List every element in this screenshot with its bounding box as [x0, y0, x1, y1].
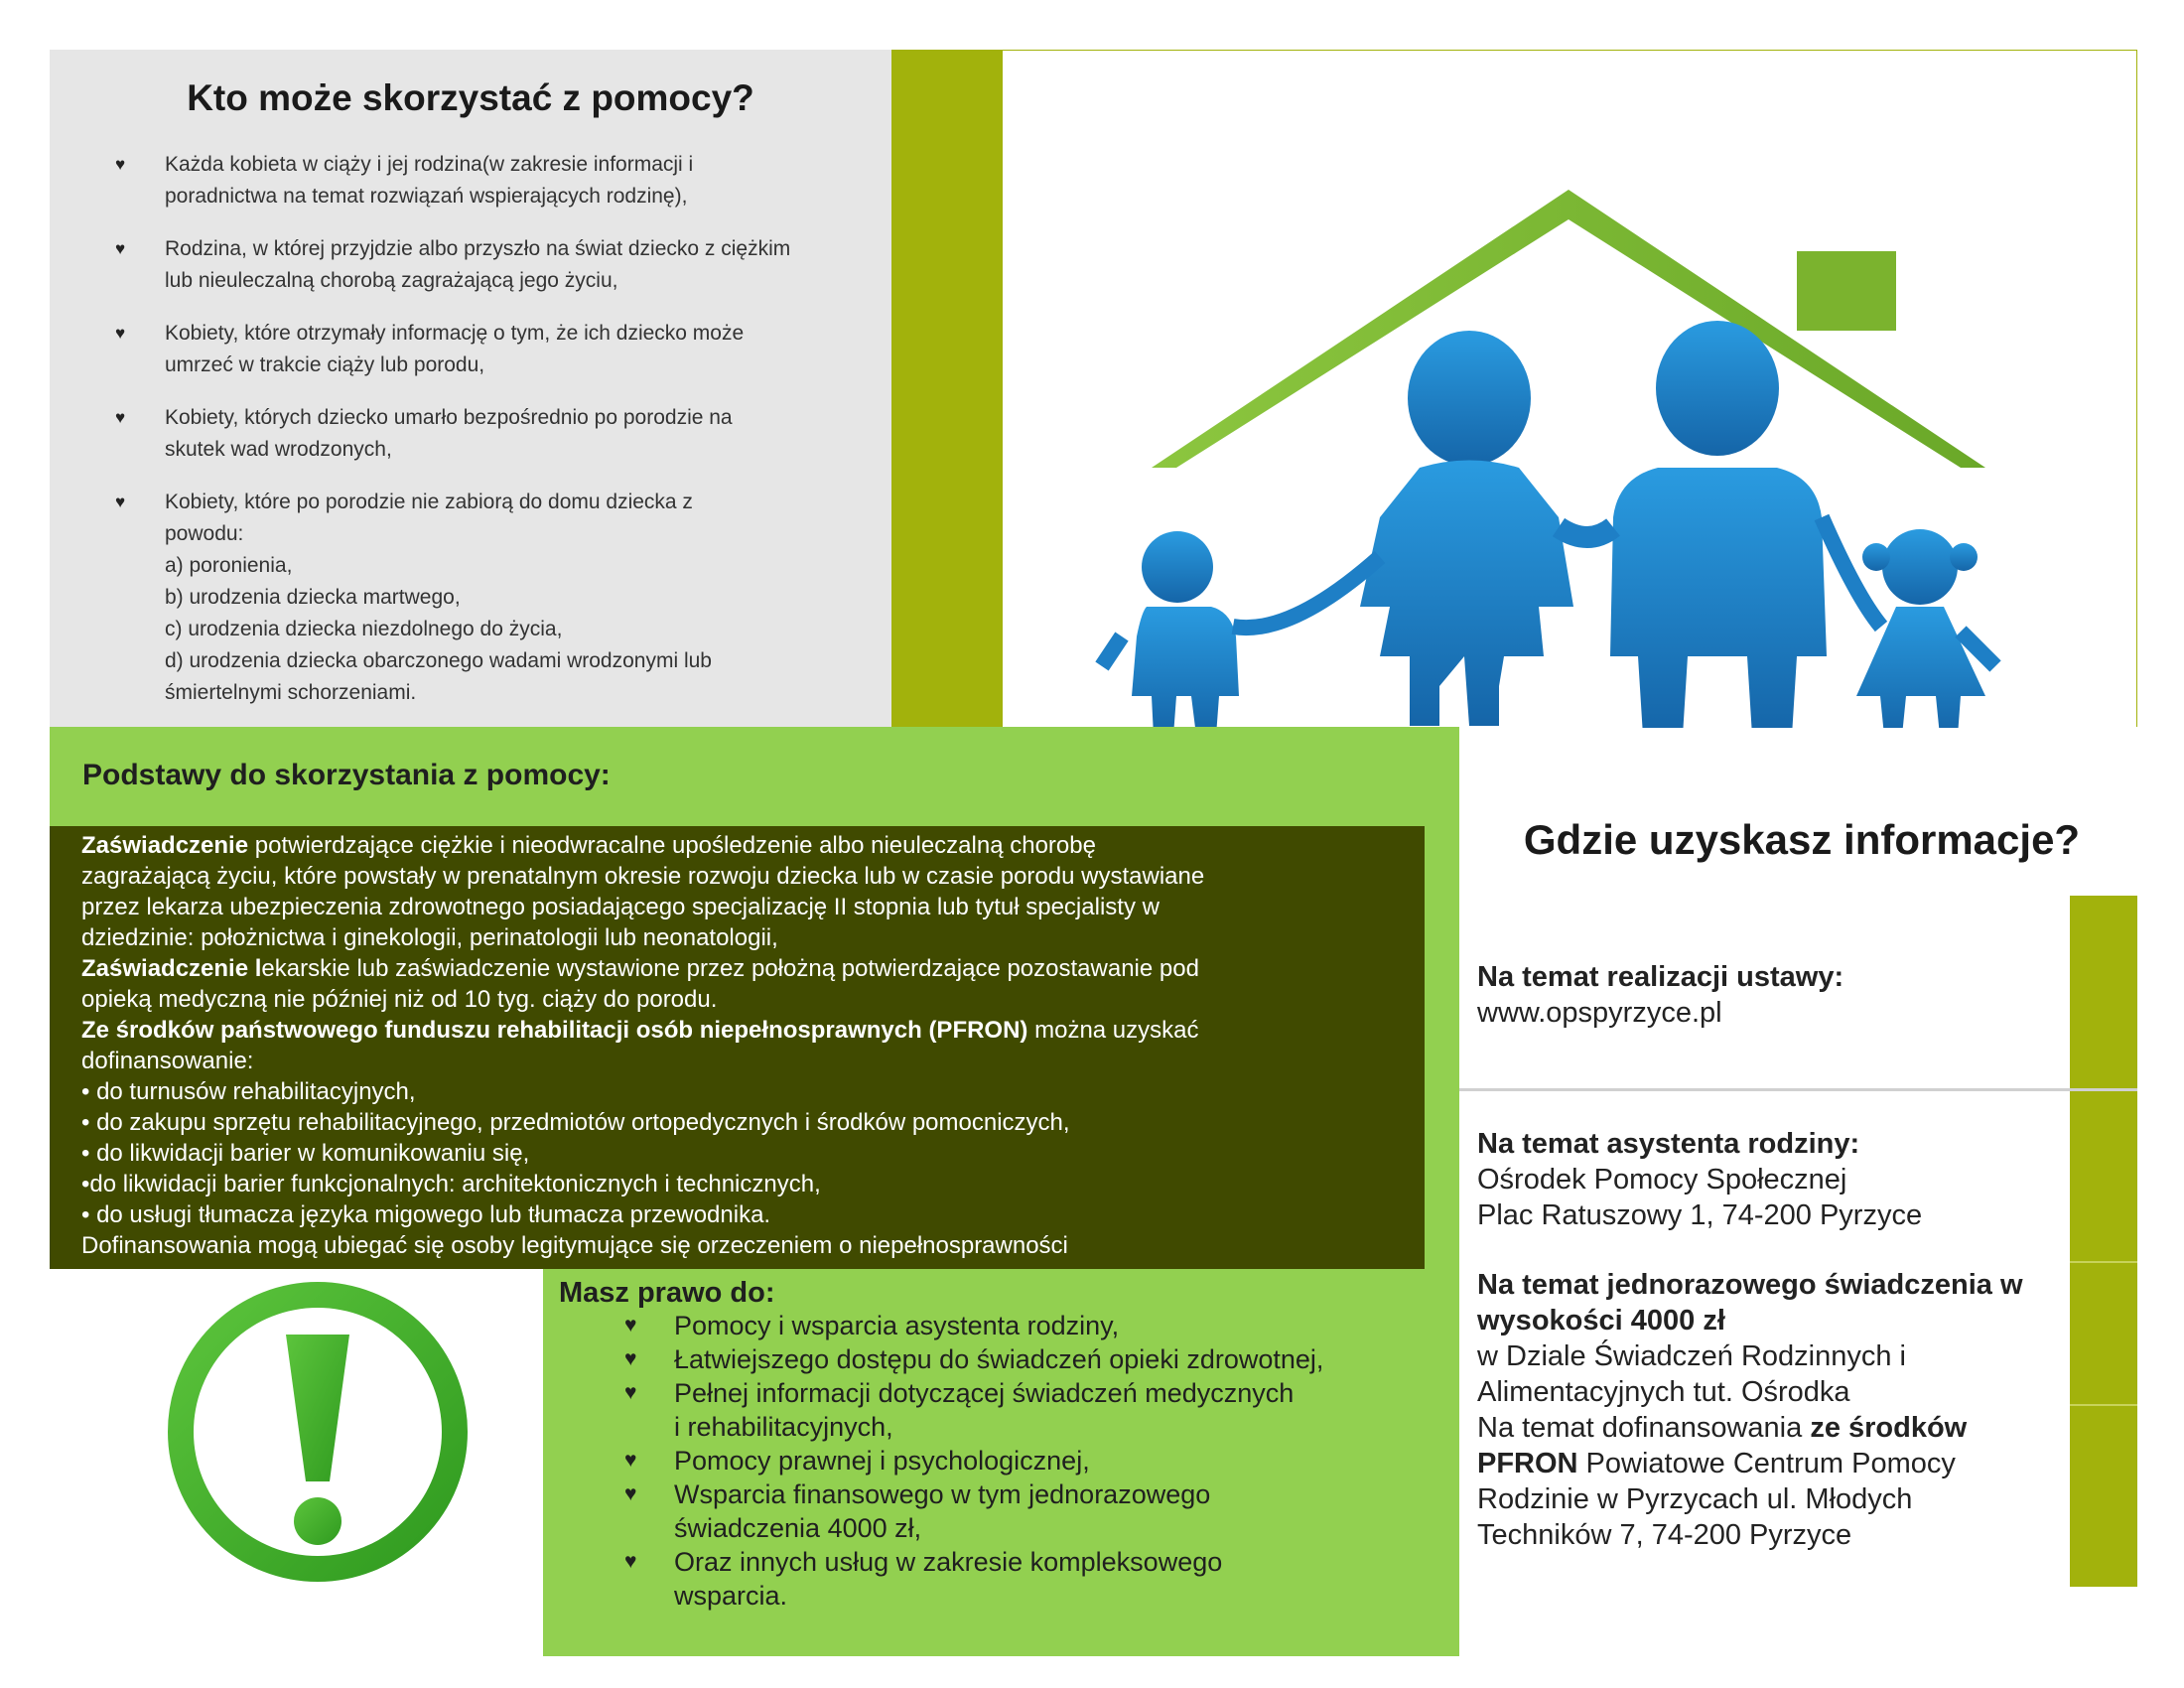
basis-text: •do likwidacji barier funkcjonalnych: architektonicznych i technicznych,	[81, 1171, 821, 1197]
list-item-text: Kobiety, których dziecko umarło bezpośrednio po porodzie na	[165, 406, 733, 429]
divider	[2070, 1404, 2137, 1406]
basis-text: ekarskie lub zaświadczenie wystawione przez położną potwierdzające pozostawanie pod	[261, 955, 1199, 982]
list-item-text: poradnictwa na temat rozwiązań wspierających rodzinę),	[165, 185, 688, 208]
heart-bullet-icon: ♥	[624, 1449, 637, 1472]
heart-bullet-icon: ♥	[115, 492, 126, 511]
basis-text: dziedzinie: położnictwa i ginekologii, perinatologii lub neonatologii,	[81, 924, 778, 951]
info-benefit-heading: Na temat jednorazowego świadczenia w	[1477, 1269, 2023, 1301]
list-item-text: świadczenia 4000 zł,	[674, 1513, 922, 1543]
info-block-law	[1477, 959, 2073, 1031]
info-assistant-heading: Na temat asystenta rodziny:	[1477, 1128, 1860, 1160]
list-item	[115, 487, 880, 709]
basis-text: • do turnusów rehabilitacyjnych,	[81, 1078, 416, 1105]
olive-accent-bar-right	[2070, 896, 2137, 1587]
basis-line	[81, 830, 1425, 861]
basis-text: potwierdzające ciężkie i nieodwracalne upośledzenie albo nieuleczalną chorobę	[248, 832, 1096, 859]
chimney-shape	[1797, 251, 1896, 331]
info-law-heading: Na temat realizacji ustawy:	[1477, 961, 1844, 993]
list-item-text: d) urodzenia dziecka obarczonego wadami wrodzonymi lub	[165, 649, 712, 672]
basis-line	[81, 1230, 1425, 1261]
basis-text: zagrażającą życiu, które powstały w prenatalnym okresie rozwoju dziecka lub w czasie porodu wystawiane	[81, 863, 1205, 890]
divider	[2070, 1261, 2137, 1263]
list-item-text: lub nieuleczalną chorobą zagrażającą jego życiu,	[165, 269, 618, 292]
list-item-text: a) poronienia,	[165, 554, 293, 577]
basis-bold-text: Zaświadczenie l	[81, 955, 262, 982]
list-item-text: śmiertelnymi schorzeniami.	[165, 681, 417, 704]
list-item	[624, 1545, 1438, 1613]
basis-line	[81, 892, 1425, 922]
divider	[1459, 1088, 2137, 1091]
list-item-text: c) urodzenia dziecka niezdolnego do życia,	[165, 618, 563, 640]
list-item	[115, 233, 880, 297]
basis-text: Dofinansowania mogą ubiegać się osoby legitymujące się orzeczeniem o niepełnosprawności	[81, 1232, 1068, 1259]
heart-bullet-icon: ♥	[115, 155, 126, 174]
list-item	[624, 1376, 1438, 1444]
basis-line	[81, 1138, 1425, 1169]
list-item-text: skutek wad wrodzonych,	[165, 438, 392, 461]
list-item-text: umrzeć w trakcie ciąży lub porodu,	[165, 353, 485, 376]
basis-line	[81, 1015, 1425, 1046]
basis-text: można uzyskać	[1027, 1017, 1199, 1044]
info-text-bold: PFRON	[1477, 1448, 1578, 1479]
list-item-text: wsparcia.	[674, 1581, 788, 1611]
info-assistant-line: Ośrodek Pomocy Społecznej	[1477, 1164, 1847, 1196]
info-benefit-line: Rodzinie w Pyrzycach ul. Młodych	[1477, 1483, 1913, 1515]
mother-figure	[1360, 331, 1573, 726]
rights-list	[624, 1309, 1438, 1613]
basis-text: • do zakupu sprzętu rehabilitacyjnego, przedmiotów ortopedycznych i środków pomocniczych,	[81, 1109, 1070, 1136]
list-item-text: powodu:	[165, 522, 244, 545]
info-benefit-line: Alimentacyjnych tut. Ośrodka	[1477, 1376, 1850, 1408]
basis-line	[81, 1046, 1425, 1076]
basis-text: • do usługi tłumacza języka migowego lub tłumacza przewodnika.	[81, 1201, 771, 1228]
info-title: Gdzie uzyskasz informacje?	[1523, 816, 2081, 863]
family-house-icon	[1003, 51, 2137, 728]
info-benefit-line	[1477, 1410, 2073, 1446]
father-figure	[1610, 321, 1827, 728]
info-benefit-line: Techników 7, 74-200 Pyrzyce	[1477, 1519, 1852, 1551]
list-item-text: Pomocy prawnej i psychologicznej,	[674, 1446, 1090, 1476]
heart-bullet-icon: ♥	[115, 239, 126, 258]
list-item	[624, 1342, 1438, 1376]
son-figure	[1102, 531, 1380, 728]
list-item	[624, 1477, 1438, 1545]
who-can-benefit-title: Kto może skorzystać z pomocy?	[187, 77, 754, 118]
list-item-text: Pomocy i wsparcia asystenta rodziny,	[674, 1311, 1120, 1340]
basis-line	[81, 953, 1425, 984]
rights-title: Masz prawo do:	[559, 1277, 775, 1309]
basis-line	[81, 984, 1425, 1015]
list-item-text: Wsparcia finansowego w tym jednorazowego	[674, 1479, 1211, 1509]
list-item-text: Rodzina, w której przyjdzie albo przyszło na świat dziecko z ciężkim	[165, 237, 791, 260]
basis-content-box	[50, 826, 1425, 1269]
daughter-figure	[1822, 517, 1995, 728]
who-can-benefit-list	[115, 149, 880, 730]
info-block-assistant	[1477, 1126, 2073, 1233]
basis-text: przez lekarza ubezpieczenia zdrowotnego posiadającego specjalizację II stopnia lub tytuł specjalisty w	[81, 894, 1160, 920]
list-item-text: Oraz innych usług w zakresie kompleksowego	[674, 1547, 1223, 1577]
heart-bullet-icon: ♥	[624, 1381, 637, 1404]
list-item	[115, 149, 880, 212]
who-can-benefit-panel	[50, 50, 891, 727]
info-assistant-line: Plac Ratuszowy 1, 74-200 Pyrzyce	[1477, 1199, 1923, 1231]
list-item-text: Kobiety, które po porodzie nie zabiorą do domu dziecka z	[165, 491, 693, 513]
olive-accent-bar	[891, 50, 1003, 727]
heart-bullet-icon: ♥	[624, 1482, 637, 1505]
basis-line	[81, 922, 1425, 953]
heart-bullet-icon: ♥	[624, 1314, 637, 1336]
rights-panel	[543, 1269, 1459, 1656]
basis-line	[81, 1107, 1425, 1138]
list-item	[115, 402, 880, 466]
list-item-text: Łatwiejszego dostępu do świadczeń opieki zdrowotnej,	[674, 1344, 1324, 1374]
basis-line	[81, 861, 1425, 892]
heart-bullet-icon: ♥	[115, 324, 126, 343]
basis-bold-text: Ze środków państwowego funduszu rehabilitacji osób niepełnosprawnych (PFRON)	[81, 1017, 1028, 1044]
info-block-benefit	[1477, 1267, 2073, 1553]
info-benefit-heading: wysokości 4000 zł	[1477, 1305, 1725, 1336]
list-item	[624, 1309, 1438, 1342]
info-text: Na temat dofinansowania	[1477, 1412, 1811, 1444]
info-law-link[interactable]: www.opspyrzyce.pl	[1477, 997, 1722, 1029]
heart-bullet-icon: ♥	[624, 1550, 637, 1573]
list-item-text: Każda kobieta w ciąży i jej rodzina(w zakresie informacji i	[165, 153, 694, 176]
list-item-text: Kobiety, które otrzymały informację o tym, że ich dziecko może	[165, 322, 745, 345]
info-benefit-line: w Dziale Świadczeń Rodzinnych i	[1477, 1340, 1906, 1372]
heart-bullet-icon: ♥	[624, 1347, 637, 1370]
family-house-illustration	[1003, 50, 2137, 727]
basis-line	[81, 1169, 1425, 1199]
heart-bullet-icon: ♥	[115, 408, 126, 427]
list-item	[115, 318, 880, 381]
basis-title: Podstawy do skorzystania z pomocy:	[82, 759, 611, 791]
list-item-text: b) urodzenia dziecka martwego,	[165, 586, 461, 609]
info-text: Powiatowe Centrum Pomocy	[1577, 1448, 1956, 1479]
exclamation-circle-icon	[159, 1273, 477, 1591]
list-item-text: Pełnej informacji dotyczącej świadczeń medycznych	[674, 1378, 1295, 1408]
basis-line	[81, 1076, 1425, 1107]
basis-bold-text: Zaświadczenie	[81, 832, 249, 859]
list-item-text: i rehabilitacyjnych,	[674, 1412, 893, 1442]
basis-text: • do likwidacji barier w komunikowaniu się,	[81, 1140, 530, 1167]
list-item	[624, 1444, 1438, 1477]
basis-line	[81, 1199, 1425, 1230]
info-text-bold: ze środków	[1810, 1412, 1968, 1444]
info-benefit-line	[1477, 1446, 2073, 1481]
basis-text: opieką medyczną nie później niż od 10 tyg. ciąży do porodu.	[81, 986, 718, 1013]
basis-text: dofinansowanie:	[81, 1048, 254, 1074]
